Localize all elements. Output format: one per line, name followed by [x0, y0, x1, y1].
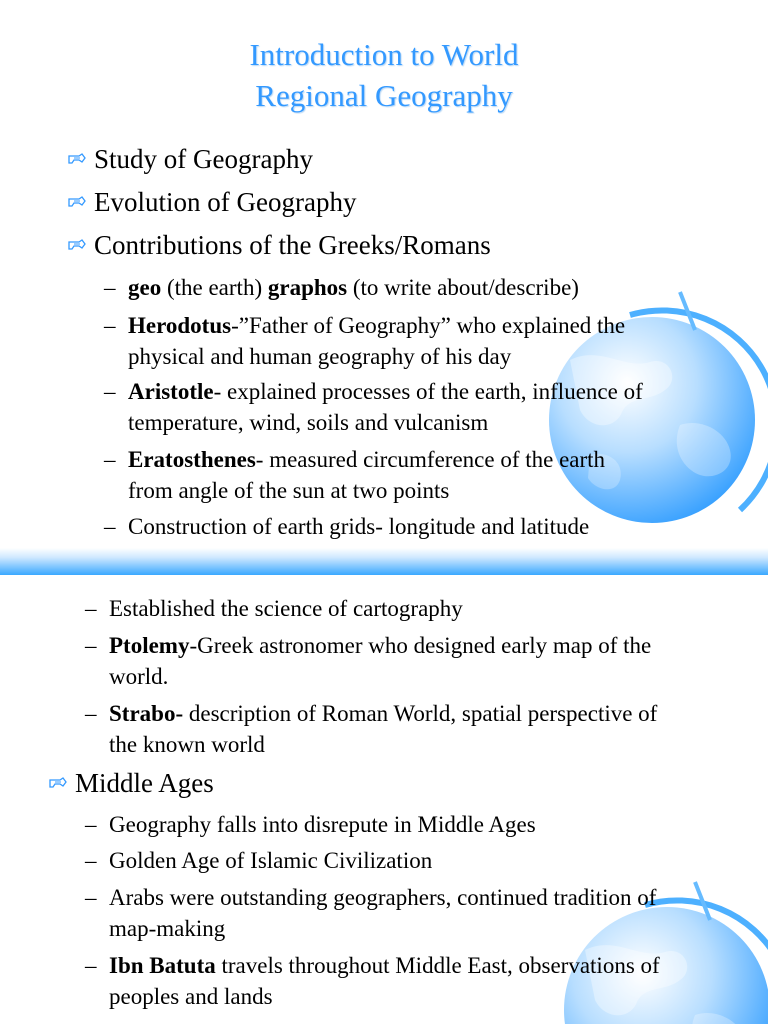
slide-title — [0, 34, 768, 116]
title-line-1: Introduction to World — [249, 37, 519, 72]
sub-item-herodotus: – Herodotus-”Father of Geography” who explained the physical and human geography of his day — [104, 313, 626, 369]
sub-item-geo-graphos: – geo (the earth) graphos (to write about/describe) — [104, 275, 579, 300]
pointing-hand-icon — [68, 152, 86, 166]
sub-item-ibn-batuta: – Ibn Batuta travels throughout Middle East, observations of peoples and lands — [85, 953, 660, 1009]
sub-item-earth-grids: – Construction of earth grids- longitude and latitude — [104, 514, 590, 539]
sub-item-ptolemy: – Ptolemy-Greek astronomer who designed early map of the world. — [85, 633, 652, 689]
slide-2 — [0, 575, 768, 1024]
sub-item-eratosthenes: – Eratosthenes- measured circumference of the earth from angle of the sun at two points — [104, 447, 606, 503]
title-line-2: Regional Geography — [255, 78, 513, 113]
sub-item-aristotle: – Aristotle- explained processes of the earth, influence of temperature, wind, soils and vulcanism — [104, 379, 643, 435]
sub-item-cartography: – Established the science of cartography — [85, 596, 463, 621]
bullet-greeks-romans: Contributions of the Greeks/Romans — [94, 230, 491, 261]
slide-divider — [0, 548, 768, 575]
sub-item-disrepute: – Geography falls into disrepute in Middle Ages — [85, 812, 536, 837]
pointing-hand-icon — [68, 195, 86, 209]
bullet-study-of-geography: Study of Geography — [94, 144, 313, 175]
sub-item-strabo: – Strabo- description of Roman World, spatial perspective of the known world — [85, 701, 658, 757]
pointing-hand-icon — [68, 238, 86, 252]
pointing-hand-icon — [49, 776, 67, 790]
sub-item-golden-age: – Golden Age of Islamic Civilization — [85, 848, 433, 873]
sub-item-arabs: – Arabs were outstanding geographers, continued tradition of map-making — [85, 885, 657, 941]
bullet-middle-ages: Middle Ages — [75, 768, 214, 799]
bullet-evolution-of-geography: Evolution of Geography — [94, 187, 356, 218]
